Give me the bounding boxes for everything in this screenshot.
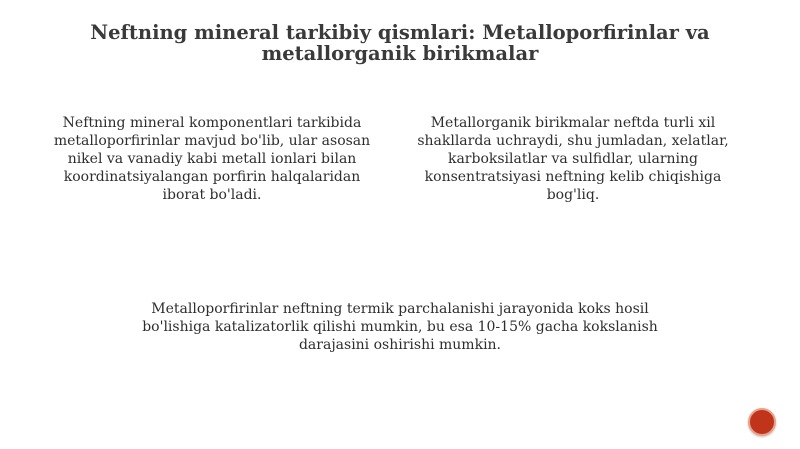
slide-title: Neftning mineral tarkibiy qismlari: Metalloporfirinlar va metallorganik birikmalar: [90, 21, 710, 65]
scroll-top-button[interactable]: [748, 408, 776, 436]
right-text-block: Metallorganik birikmalar neftda turli xil shakllarda uchraydi, shu jumladan, xelatlar, karboksilatlar va sulfidlar, ularning konsentratsiyasi neftning kelib chiqishiga bog'liq.: [417, 115, 729, 203]
bottom-text-block: Metalloporfirinlar neftning termik parchalanishi jarayonida koks hosil bo'lishiga katalizatorlik qilishi mumkin, bu esa 10-15% gacha kokslanish darajasini oshirishi mumkin.: [142, 301, 658, 353]
chevron-up-icon: [756, 417, 768, 427]
left-text-block: Neftning mineral komponentlari tarkibida metalloporfirinlar mavjud bo'lib, ular asosan nikel va vanadiy kabi metall ionlari bilan koordinatsiyalangan porfirin halqalaridan iborat bo'ladi.: [53, 115, 371, 203]
